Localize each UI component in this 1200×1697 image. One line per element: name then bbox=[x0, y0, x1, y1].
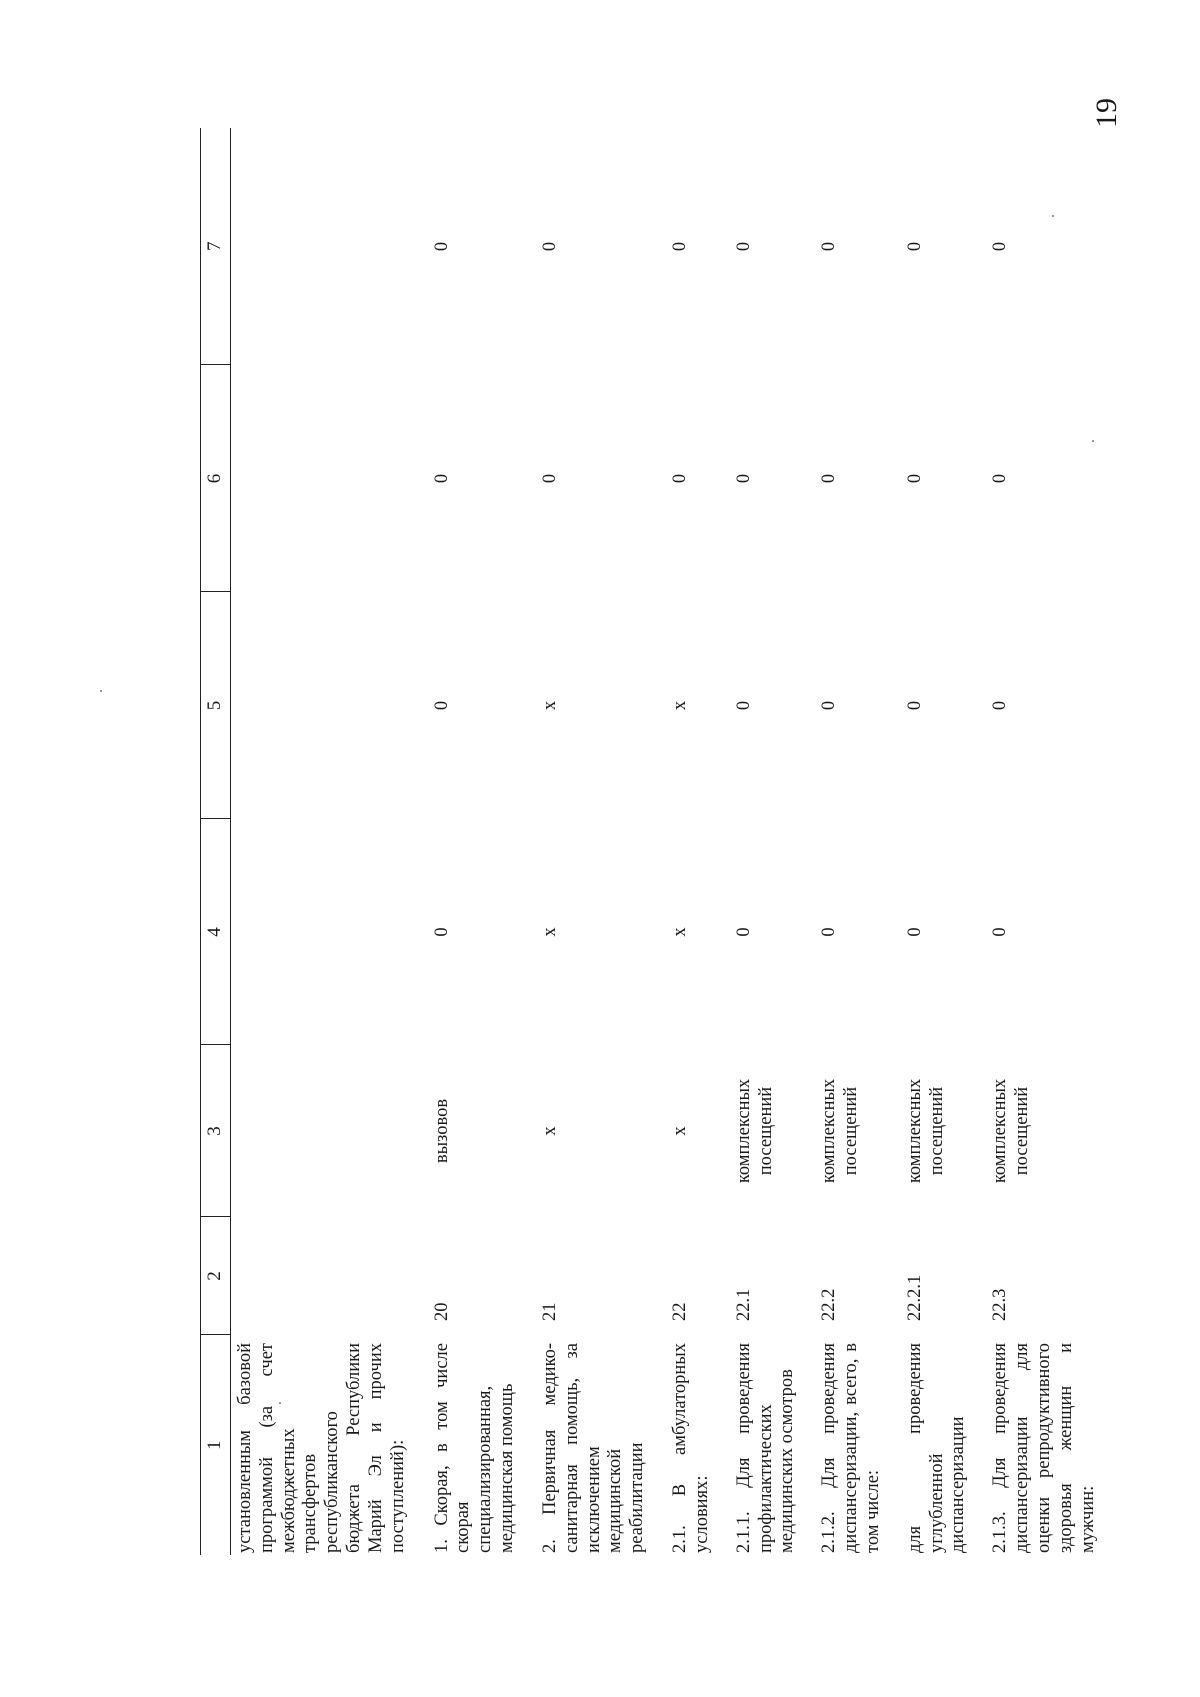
volume-table bbox=[200, 128, 1111, 1555]
row-value-5: х bbox=[670, 700, 691, 711]
row-number: 21 bbox=[539, 1302, 560, 1321]
col-header-4: 4 bbox=[201, 819, 231, 1045]
row-value-4: х bbox=[539, 927, 560, 937]
row-value-5: х bbox=[539, 700, 560, 711]
row-label: 2.1.3. Для проведения диспансеризации для оценки репродуктивного здоровья женщин и мужчин: bbox=[990, 1343, 1098, 1553]
row-value-7: 0 bbox=[733, 241, 754, 252]
table-header-row bbox=[201, 128, 231, 1555]
table-row bbox=[811, 128, 896, 1555]
row-value-4: 0 bbox=[904, 927, 925, 937]
row-value-6: 0 bbox=[670, 473, 691, 484]
row-unit: комплексных посещений bbox=[819, 1078, 862, 1184]
row-label: 2.1.1. Для проведения профилактических медицинских осмотров bbox=[733, 1343, 798, 1553]
row-value-6: 0 bbox=[990, 473, 1011, 484]
col-header-3: 3 bbox=[201, 1045, 231, 1217]
col-header-6: 6 bbox=[201, 365, 231, 592]
row-number: 22.3 bbox=[990, 1288, 1011, 1321]
row-unit: комплексных посещений bbox=[990, 1078, 1033, 1184]
row-unit: комплексных посещений bbox=[904, 1078, 947, 1184]
row-value-6: 0 bbox=[431, 473, 452, 484]
row-value-4: 0 bbox=[819, 927, 840, 937]
row-value-7: 0 bbox=[670, 241, 691, 252]
col-header-2: 2 bbox=[201, 1217, 231, 1335]
row-value-7: 0 bbox=[904, 241, 925, 252]
table-row bbox=[897, 128, 982, 1555]
row-value-5 bbox=[231, 592, 424, 819]
row-value-6: 0 bbox=[733, 473, 754, 484]
row-label: для проведения углубленной диспансеризации bbox=[904, 1343, 969, 1553]
col-header-7: 7 bbox=[201, 128, 231, 365]
row-value-6 bbox=[231, 365, 424, 592]
row-value-4: 0 bbox=[990, 927, 1011, 937]
row-unit bbox=[231, 1045, 424, 1217]
row-number bbox=[231, 1217, 424, 1335]
row-unit: комплексных посещений bbox=[733, 1078, 776, 1184]
row-value-7: 0 bbox=[431, 241, 452, 252]
scan-speck bbox=[1052, 215, 1054, 217]
table-row bbox=[231, 128, 424, 1555]
row-number: 22.1 bbox=[733, 1288, 754, 1321]
row-unit: х bbox=[670, 1126, 691, 1136]
row-unit: вызовов bbox=[431, 1098, 452, 1164]
row-number: 22.2.1 bbox=[904, 1274, 925, 1321]
row-value-5: 0 bbox=[990, 700, 1011, 711]
row-value-7 bbox=[231, 128, 424, 365]
scan-speck bbox=[279, 1402, 281, 1404]
row-value-5: 0 bbox=[733, 700, 754, 711]
row-unit: х bbox=[539, 1126, 560, 1136]
row-value-7: 0 bbox=[990, 241, 1011, 252]
page-number: 19 bbox=[1090, 98, 1123, 128]
row-number: 22 bbox=[670, 1302, 691, 1321]
table-row bbox=[424, 128, 532, 1555]
row-value-4: х bbox=[670, 927, 691, 937]
row-value-4: 0 bbox=[431, 927, 452, 937]
row-value-5: 0 bbox=[431, 700, 452, 711]
row-label: 2.1. В амбулаторных условиях: bbox=[670, 1343, 712, 1553]
row-value-5: 0 bbox=[819, 700, 840, 711]
row-label: установленным базовой программой (за счет межбюджетных трансфертов республиканского бюджета Республики Марий Эл и прочих поступлений): bbox=[235, 1343, 408, 1553]
row-label: 2.1.2. Для проведения диспансеризации, всего, в том числе: bbox=[819, 1343, 883, 1553]
row-value-4: 0 bbox=[733, 927, 754, 937]
table-row bbox=[726, 128, 811, 1555]
row-value-6: 0 bbox=[819, 473, 840, 484]
scan-speck bbox=[100, 690, 102, 692]
row-label: 1. Скорая, в том числе скорая специализированная, медицинская помощь bbox=[431, 1343, 518, 1553]
col-header-1: 1 bbox=[201, 1335, 231, 1555]
table-row bbox=[662, 128, 726, 1555]
col-header-5: 5 bbox=[201, 592, 231, 819]
row-value-7: 0 bbox=[819, 241, 840, 252]
table-row bbox=[532, 128, 662, 1555]
table-rotated-wrapper bbox=[200, 128, 1098, 1555]
scan-speck bbox=[1092, 440, 1094, 442]
row-value-4 bbox=[231, 819, 424, 1045]
row-value-5: 0 bbox=[904, 700, 925, 711]
row-value-7: 0 bbox=[539, 241, 560, 252]
row-value-6: 0 bbox=[904, 473, 925, 484]
row-label: 2. Первичная медико-санитарная помощь, за исключением медицинской реабилитации bbox=[539, 1343, 648, 1553]
table-row bbox=[982, 128, 1111, 1555]
row-value-6: 0 bbox=[539, 473, 560, 484]
row-number: 20 bbox=[431, 1302, 452, 1321]
row-number: 22.2 bbox=[819, 1288, 840, 1321]
